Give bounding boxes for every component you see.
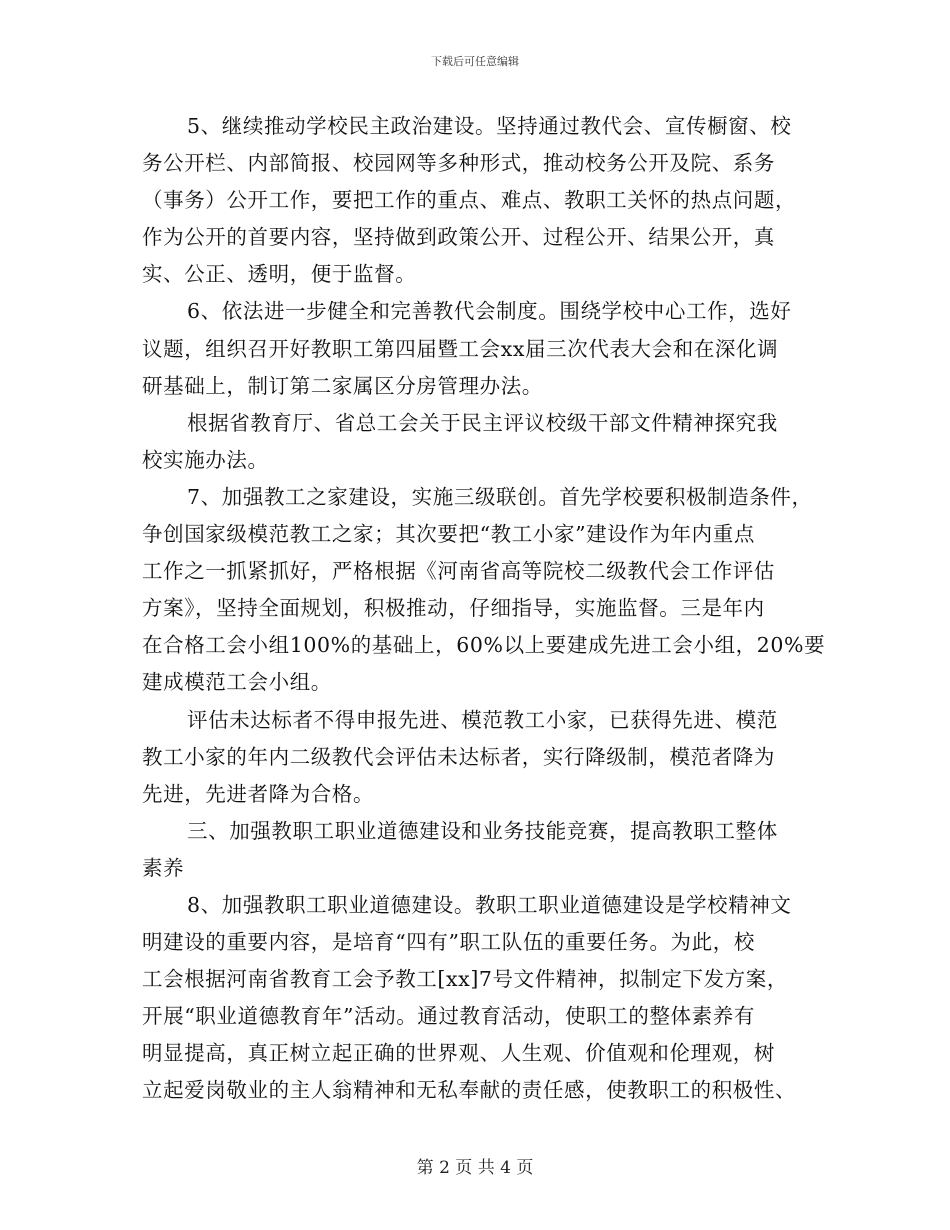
text-line: 6、依法进一步健全和完善教代会制度。围绕学校中心工作，选好 — [187, 299, 792, 324]
text-line: 方案》，坚持全面规划，积极推动，仔细指导，实施监督。三是年内 — [142, 596, 765, 621]
text-line: 8、加强教职工职业道德建设。教职工职业道德建设是学校精神文 — [187, 892, 792, 917]
text-line: 务公开栏、内部简报、校园网等多种形式，推动校务公开及院、系务 — [142, 151, 775, 176]
text-line: 明建设的重要内容，是培育“四有”职工队伍的重要任务。为此，校 — [142, 930, 755, 955]
text-line: 争创国家级模范教工之家；其次要把“教工小家”建设作为年内重点 — [142, 522, 755, 547]
section-heading-line: 三、加强教职工职业道德建设和业务技能竞赛，提高教职工整体 — [187, 818, 778, 843]
text-line: 工作之一抓紧抓好，严格根据《河南省高等院校二级教代会工作评估 — [142, 559, 775, 584]
document-body — [142, 108, 826, 1110]
text-line: 教工小家的年内二级教代会评估未达标者，实行降级制，模范者降为 — [142, 744, 775, 769]
text-line: 校实施办法。 — [142, 447, 269, 472]
text-line: 在合格工会小组100%的基础上，60%以上要建成先进工会小组，20%要 — [142, 633, 826, 658]
text-line: 作为公开的首要内容，坚持做到政策公开、过程公开、结果公开，真 — [142, 225, 775, 250]
text-line: 实、公正、透明，便于监督。 — [142, 262, 417, 287]
text-line: 建成模范工会小组。 — [142, 670, 332, 695]
text-line: 研基础上，制订第二家属区分房管理办法。 — [142, 373, 543, 398]
text-line: 开展“职业道德教育年”活动。通过教育活动，使职工的整体素养有 — [142, 1004, 755, 1029]
text-line: 工会根据河南省教育工会予教工[xx]7号文件精神，拟制定下发方案， — [142, 967, 788, 992]
page-footer: 第 2 页 共 4 页 — [416, 1158, 534, 1178]
text-line: 评估未达标者不得申报先进、模范教工小家，已获得先进、模范 — [187, 707, 778, 732]
header-note: 下载后可任意编辑 — [431, 55, 519, 68]
text-line: 立起爱岗敬业的主人翁精神和无私奉献的责任感，使教职工的积极性、 — [142, 1078, 797, 1103]
section-heading-line: 素养 — [142, 855, 185, 880]
text-line: 根据省教育厅、省总工会关于民主评议校级干部文件精神探究我 — [187, 410, 778, 435]
text-line: 明显提高，真正树立起正确的世界观、人生观、价值观和伦理观，树 — [142, 1041, 775, 1066]
text-line: 先进，先进者降为合格。 — [142, 781, 375, 806]
text-line: 议题，组织召开好教职工第四届暨工会xx届三次代表大会和在深化调 — [142, 336, 779, 361]
text-line: （事务）公开工作，要把工作的重点、难点、教职工关怀的热点问题， — [142, 188, 797, 213]
text-line: 5、继续推动学校民主政治建设。坚持通过教代会、宣传橱窗、校 — [187, 114, 792, 138]
text-line: 7、加强教工之家建设，实施三级联创。首先学校要积极制造条件， — [187, 484, 813, 509]
